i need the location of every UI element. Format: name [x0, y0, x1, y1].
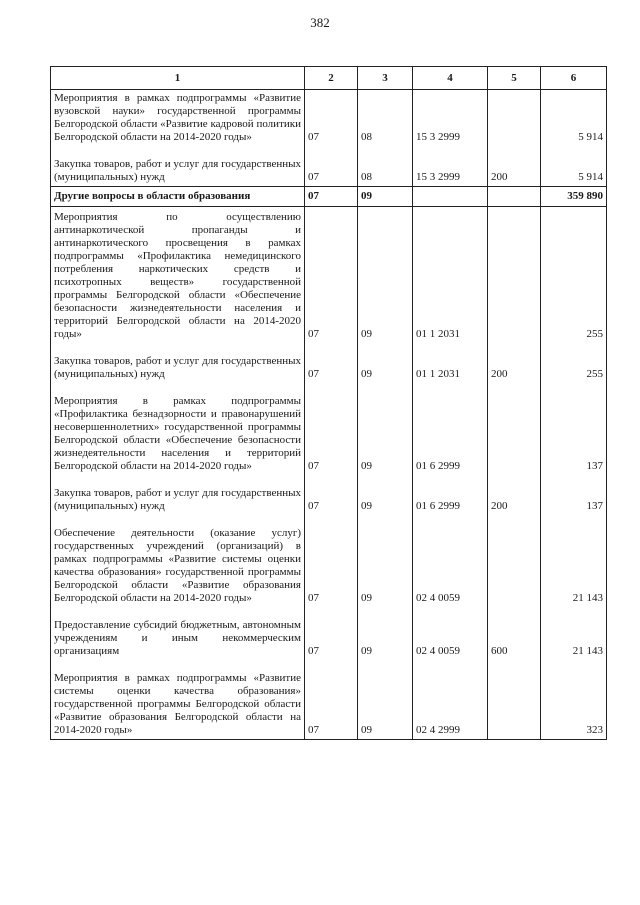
row-subsection-code: 09 — [358, 207, 413, 344]
row-section-code: 07 — [305, 207, 358, 344]
row-subsection-code: 08 — [358, 90, 413, 147]
row-amount: 255 — [541, 207, 607, 344]
row-amount: 5 914 — [541, 156, 607, 187]
row-section-code: 07 — [305, 90, 358, 147]
row-subsection-code: 09 — [358, 670, 413, 740]
row-description: Мероприятия по осуществлению антинаркотической пропаганды и антинаркотического просвещения в рамках подпрограммы «Профилактика немедицинского потребления наркотических средств и психотропных веществ» государственной программы Белгородской области «Обеспечение безопасности жизнедеятельности населения и территорий Белгородской области на 2014-2020 годы» — [51, 207, 305, 344]
row-amount: 323 — [541, 670, 607, 740]
row-subsection-code: 09 — [358, 617, 413, 660]
table-row — [51, 90, 607, 147]
row-subsection-code: 09 — [358, 353, 413, 383]
row-description: Предоставление субсидий бюджетным, автономным учреждениям и иным некоммерческим организациям — [51, 617, 305, 660]
table-row — [51, 617, 607, 660]
table-row — [51, 393, 607, 475]
row-subsection-code: 09 — [358, 525, 413, 607]
row-description: Закупка товаров, работ и услуг для государственных (муниципальных) нужд — [51, 485, 305, 515]
header-col-4: 4 — [413, 67, 488, 90]
table-row — [51, 670, 607, 740]
row-target-article: 02 4 2999 — [413, 670, 488, 740]
row-description: Мероприятия в рамках подпрограммы «Развитие вузовской науки» государственной программы Белгородской области «Развитие кадровой политики Белгородской области на 2014-2020 годы» — [51, 90, 305, 147]
row-expense-type — [488, 670, 541, 740]
section-row — [51, 187, 607, 207]
row-amount: 359 890 — [541, 187, 607, 207]
row-subsection-code: 09 — [358, 187, 413, 207]
header-col-1: 1 — [51, 67, 305, 90]
budget-table — [50, 66, 607, 740]
header-col-6: 6 — [541, 67, 607, 90]
row-section-code: 07 — [305, 670, 358, 740]
header-col-2: 2 — [305, 67, 358, 90]
row-amount: 137 — [541, 485, 607, 515]
table-row — [51, 353, 607, 383]
header-row — [51, 67, 607, 90]
row-amount: 21 143 — [541, 525, 607, 607]
row-amount: 137 — [541, 393, 607, 475]
row-target-article: 02 4 0059 — [413, 617, 488, 660]
row-expense-type — [488, 187, 541, 207]
row-target-article: 02 4 0059 — [413, 525, 488, 607]
row-expense-type: 200 — [488, 156, 541, 187]
row-expense-type — [488, 525, 541, 607]
row-description: Закупка товаров, работ и услуг для государственных (муниципальных) нужд — [51, 353, 305, 383]
row-section-code: 07 — [305, 485, 358, 515]
table-row — [51, 207, 607, 344]
row-target-article: 15 3 2999 — [413, 90, 488, 147]
row-subsection-code: 09 — [358, 393, 413, 475]
row-description: Закупка товаров, работ и услуг для государственных (муниципальных) нужд — [51, 156, 305, 187]
row-expense-type — [488, 393, 541, 475]
row-expense-type: 200 — [488, 485, 541, 515]
table-row — [51, 156, 607, 187]
row-expense-type: 200 — [488, 353, 541, 383]
row-description: Мероприятия в рамках подпрограммы «Развитие системы оценки качества образования» государственной программы Белгородской области «Развитие образования Белгородской области на 2014-2020 годы» — [51, 670, 305, 740]
row-expense-type — [488, 207, 541, 344]
section-title: Другие вопросы в области образования — [51, 187, 305, 207]
row-target-article: 01 1 2031 — [413, 207, 488, 344]
header-col-3: 3 — [358, 67, 413, 90]
row-expense-type — [488, 90, 541, 147]
row-amount: 5 914 — [541, 90, 607, 147]
row-section-code: 07 — [305, 187, 358, 207]
row-target-article — [413, 187, 488, 207]
row-target-article: 01 6 2999 — [413, 393, 488, 475]
row-description: Обеспечение деятельности (оказание услуг) государственных учреждений (организаций) в рамках подпрограммы «Развитие системы оценки качества образования» государственной программы Белгородской области «Развитие образования Белгородской области на 2014-2020 годы» — [51, 525, 305, 607]
row-amount: 21 143 — [541, 617, 607, 660]
table-row — [51, 485, 607, 515]
row-target-article: 15 3 2999 — [413, 156, 488, 187]
row-target-article: 01 6 2999 — [413, 485, 488, 515]
row-amount: 255 — [541, 353, 607, 383]
row-description: Мероприятия в рамках подпрограммы «Профилактика безнадзорности и правонарушений несовершеннолетних» государственной программы Белгородской области «Обеспечение безопасности жизнедеятельности населения и территорий Белгородской области на 2014-2020 годы» — [51, 393, 305, 475]
header-col-5: 5 — [488, 67, 541, 90]
row-target-article: 01 1 2031 — [413, 353, 488, 383]
row-section-code: 07 — [305, 393, 358, 475]
row-section-code: 07 — [305, 525, 358, 607]
row-subsection-code: 08 — [358, 156, 413, 187]
row-section-code: 07 — [305, 617, 358, 660]
page-number: 382 — [310, 15, 330, 30]
row-section-code: 07 — [305, 156, 358, 187]
table-row — [51, 525, 607, 607]
row-subsection-code: 09 — [358, 485, 413, 515]
row-expense-type: 600 — [488, 617, 541, 660]
row-section-code: 07 — [305, 353, 358, 383]
